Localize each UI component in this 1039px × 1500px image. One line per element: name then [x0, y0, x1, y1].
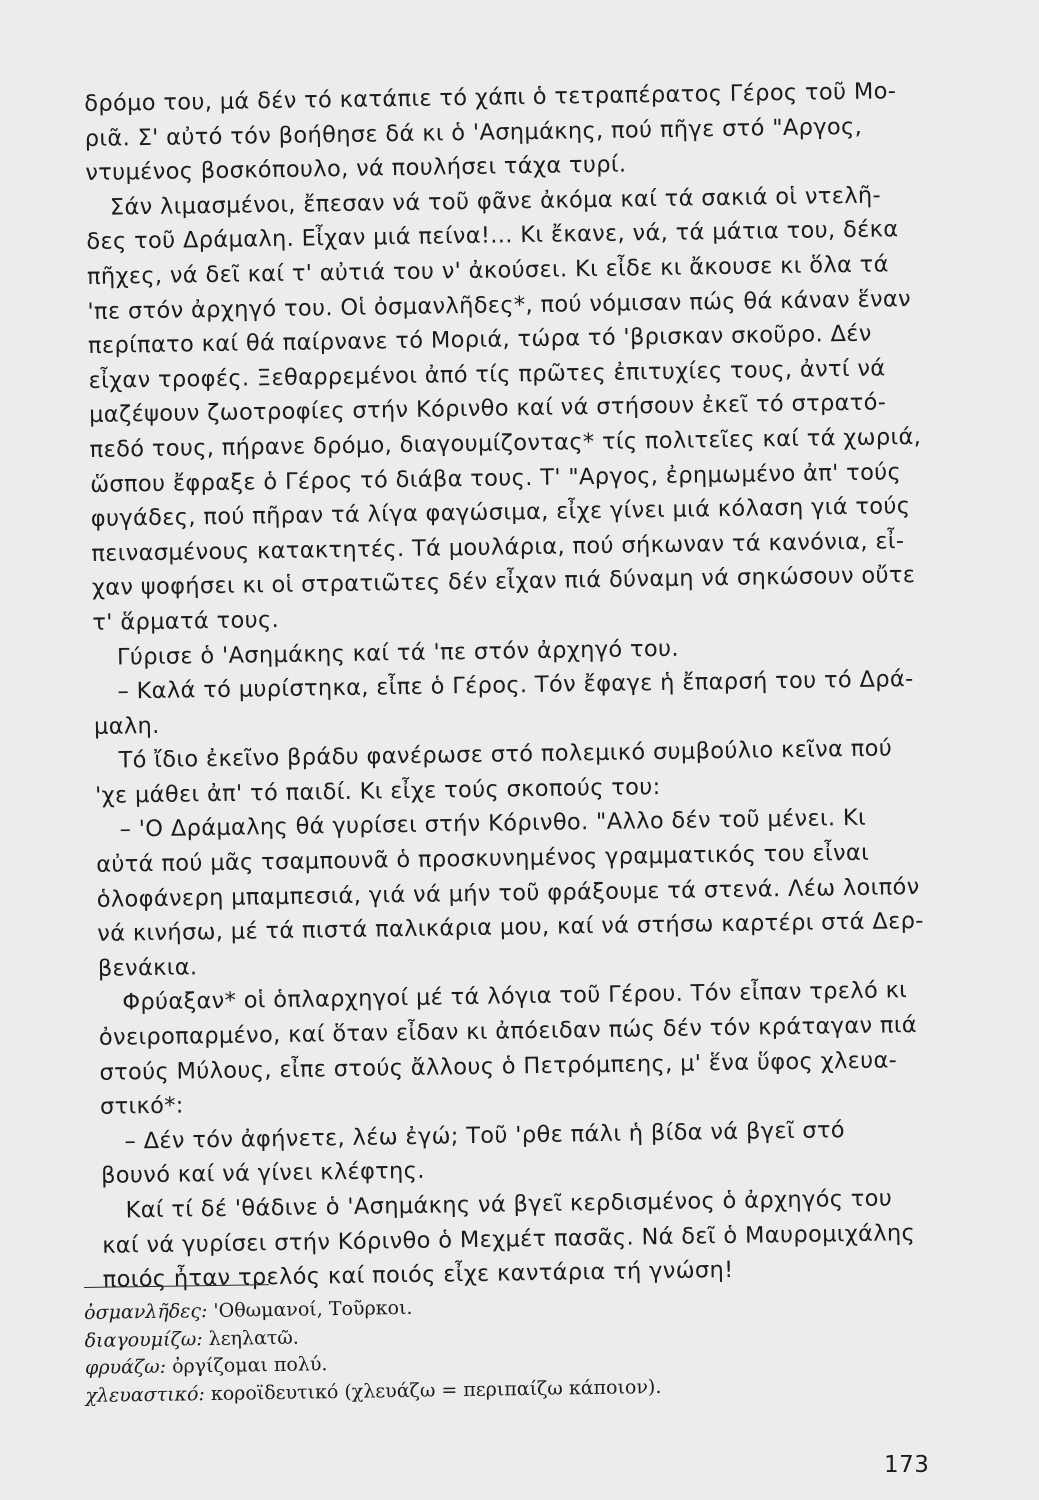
footnote-term: χλευαστικό:: [85, 1382, 206, 1407]
footnote-term: διαγουμίζω:: [84, 1327, 203, 1352]
text-line: ὥσπου ἔφραξε ὁ Γέρος τό διάβα τους. Τ' "Αργος, ἐρημωμένο ἀπ' τούς: [90, 458, 902, 498]
text-line: περίπατο καί θά παίρνανε τό Μοριά, τώρα τό 'βρισκαν σκοῦρο. Δέν: [87, 320, 872, 360]
text-line: εἶχαν τροφές. Ξεθαρρεμένοι ἀπό τίς πρῶτες ἐπιτυχίες τους, ἀντί νά: [88, 355, 886, 394]
text-line: αὐτά πού μᾶς τσαμπουνᾶ ὁ προσκυνημένος γραμματικός του εἶναι: [96, 839, 870, 878]
text-line: βενάκια.: [97, 954, 198, 982]
text-line: 'χε μάθει ἀπ' τό παιδί. Κι εἶχε τούς σκοπούς του:: [94, 773, 661, 809]
body-text: [84, 74, 943, 1298]
footnote-definition: κοροϊδευτικό (χλευάζω = περιπαίζω κάποιον).: [210, 1375, 662, 1405]
text-line: ὀνειροπαρμένο, καί ὅταν εἶδαν κι ἀπόειδαν πώς δέν τόν κράταγαν πιά: [98, 1012, 918, 1051]
text-line: 'πε στόν ἀρχηγό του. Οἱ ὀσμανλῆδες*, πού νόμισαν πώς θά κάναν ἕναν: [87, 285, 912, 325]
footnote-term: ὀσμανλῆδες:: [84, 1300, 208, 1324]
text-line: καί νά γυρίσει στήν Κόρινθο ὁ Μεχμέτ πασᾶς. Νά δεῖ ὁ Μαυρομιχάλης: [101, 1219, 916, 1259]
text-line: πεινασμένους κατακτητές. Τά μουλάρια, πού σήκωναν τά κανόνια, εἶ-: [91, 527, 905, 567]
text-line: – Καλά τό μυρίστηκα, εἶπε ὁ Γέρος. Τόν ἔφαγε ἡ ἔπαρσή του τό Δρά-: [117, 666, 914, 705]
text-line: Σάν λιμασμένοι, ἔπεσαν νά τοῦ φᾶνε ἀκόμα καί τά σακιά οἱ ντελῆ-: [109, 182, 882, 221]
footnote-definition: 'Οθωμανοί, Τοῦρκοι.: [213, 1296, 413, 1322]
text-line: – 'Ο Δράμαλης θά γυρίσει στήν Κόρινθο. "Αλλο δέν τοῦ μένει. Κι: [119, 805, 867, 843]
footnote-term: φρυάζω:: [84, 1355, 167, 1379]
page-number: 173: [884, 1452, 930, 1478]
text-line: ὁλοφάνερη μπαμπεσιά, γιά νά μήν τοῦ φράξουμε τά στενά. Λέω λοιπόν: [96, 873, 920, 913]
text-line: πεδό τους, πήρανε δρόμο, διαγουμίζοντας* τίς πολιτεῖες καί τά χωριά,: [89, 423, 922, 463]
text-line: μαλη.: [93, 712, 160, 740]
text-line: μαζέψουν ζωοτροφίες στήν Κόρινθο καί νά στήσουν ἐκεῖ τό στρατό-: [88, 389, 887, 429]
footnotes: [84, 1288, 866, 1410]
footnote-definition: ὀργίζομαι πολύ.: [171, 1353, 328, 1378]
text-line: τ' ἅρματά τους.: [92, 606, 280, 636]
text-line: στικό*:: [99, 1092, 184, 1121]
text-line: – Δέν τόν ἀφήνετε, λέω ἐγώ; Τοῦ 'ρθε πάλι ἡ βίδα νά βγεῖ στό: [124, 1116, 846, 1155]
text-line: Γύρισε ὁ 'Ασημάκης καί τά 'πε στόν ἀρχηγό του.: [116, 635, 680, 671]
text-line: στούς Μύλους, εἶπε στούς ἄλλους ὁ Πετρόμπεης, μ' ἕνα ὕφος χλευα-: [99, 1046, 898, 1086]
text-line: ποιός ἦταν τρελός καί ποιός εἶχε καντάρια τή γνώση!: [102, 1257, 734, 1294]
text-line: ντυμένος βοσκόπουλο, νά πουλήσει τάχα τυρί.: [85, 151, 627, 187]
text-line: Φρύαξαν* οἱ ὁπλαρχηγοί μέ τά λόγια τοῦ Γέρου. Τόν εἶπαν τρελό κι: [122, 977, 908, 1016]
text-line: Καί τί δέ 'θάδινε ὁ 'Ασημάκης νά βγεῖ κερδισμένος ὁ ἀρχηγός του: [125, 1185, 893, 1224]
text-line: Τό ἴδιο ἐκεῖνο βράδυ φανέρωσε στό πολεμικό συμβούλιο κεῖνα πού: [118, 735, 893, 774]
text-line: βουνό καί νά γίνει κλέφτης.: [100, 1158, 425, 1190]
text-line: δρόμο του, μά δέν τό κατάπιε τό χάπι ὁ τετραπέρατος Γέρος τοῦ Μο-: [84, 78, 897, 117]
text-line: φυγάδες, πού πῆραν τά λίγα φαγώσιμα, εἶχε γίνει μιά κόλαση γιά τούς: [90, 493, 911, 533]
text-line: νά κινήσω, μέ τά πιστά παλικάρια μου, καί νά στήσω καρτέρι στά Δερ-: [97, 908, 924, 948]
text-line: πῆχες, νά δεῖ καί τ' αὐτιά του ν' ἀκούσει. Κι εἶδε κι ἄκουσε κι ὅλα τά: [86, 251, 889, 290]
text-line: ριᾶ. Σ' αὐτό τόν βοήθησε δά κι ὁ 'Ασημάκης, πού πῆγε στό "Αργος,: [84, 113, 863, 152]
text-line: δες τοῦ Δράμαλη. Εἶχαν μιά πείνα!... Κι ἔκανε, νά, τά μάτια του, δέκα: [86, 216, 899, 256]
text-line: χαν ψοφήσει κι οἱ στρατιῶτες δέν εἶχαν πιά δύναμη νά σηκώσουν οὔτε: [91, 562, 916, 602]
footnote-definition: λεηλατῶ.: [208, 1326, 300, 1350]
